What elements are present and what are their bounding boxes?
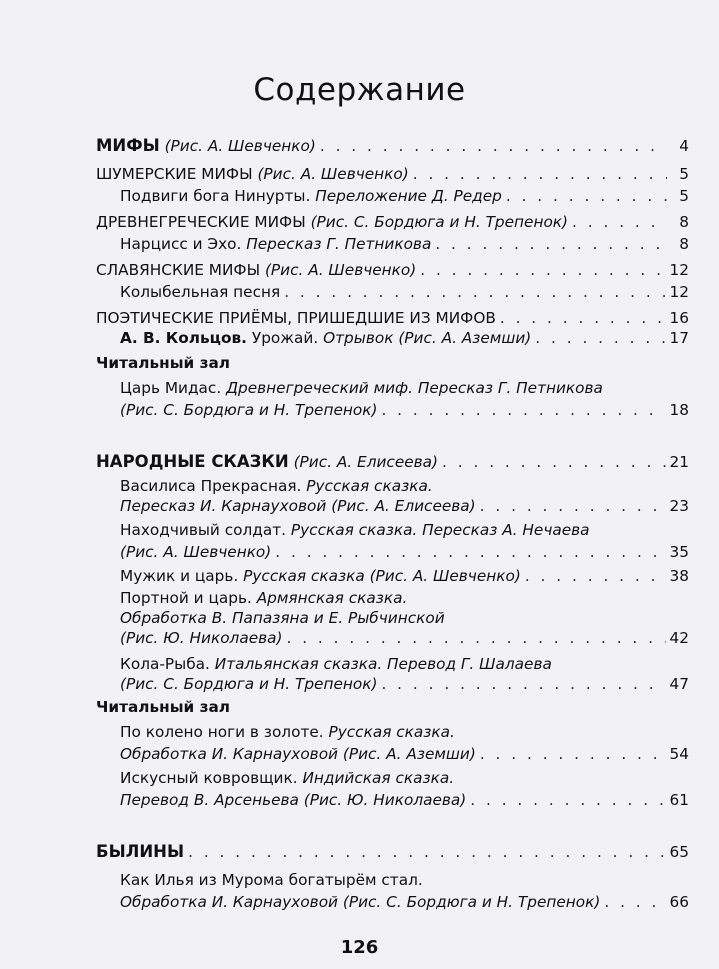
entry-credit: Отрывок bbox=[323, 329, 394, 347]
entry-title: Портной и царь. bbox=[120, 589, 252, 607]
toc-entry-portnoy-credit: Обработка В. Папазяна и Е. Рыбчинской bbox=[120, 609, 445, 627]
page-number: 126 bbox=[340, 937, 379, 958]
entry-title: СЛАВЯНСКИЕ МИФЫ bbox=[96, 261, 261, 279]
toc-entry-myths bbox=[96, 136, 689, 156]
entry-credit: Пересказ Г. Петникова bbox=[246, 235, 432, 253]
toc-entry-narcissus bbox=[120, 234, 689, 254]
entry-credit: Древнегреческий миф. Пересказ Г. Петникова bbox=[226, 379, 603, 397]
entry-credit: Русская сказка bbox=[243, 567, 365, 585]
page-ref: 8 bbox=[679, 213, 689, 231]
toc-entry-lullaby bbox=[120, 282, 689, 302]
toc-entry-koltsov bbox=[120, 328, 689, 348]
page-ref: 38 bbox=[669, 567, 689, 585]
leader-dots bbox=[320, 136, 667, 156]
entry-title: Василиса Прекрасная. bbox=[120, 477, 302, 495]
page-ref: 5 bbox=[679, 187, 689, 205]
leader-dots bbox=[500, 308, 666, 328]
entry-illustrator: (Рис. С. Бордюга и Н. Трепенок) bbox=[120, 675, 378, 693]
leader-dots bbox=[572, 212, 667, 232]
entry-credit: Обработка И. Карнауховой bbox=[120, 745, 339, 763]
leader-dots bbox=[413, 164, 667, 184]
toc-entry-ilya: Как Илья из Мурома богатырём стал. bbox=[120, 871, 423, 889]
toc-entry-portnoy-cont bbox=[120, 628, 689, 648]
page-ref: 17 bbox=[669, 329, 689, 347]
leader-dots bbox=[442, 452, 666, 472]
entry-illustrator: (Рис. Ю. Николаева) bbox=[120, 629, 283, 647]
toc-entry-slavic bbox=[96, 260, 689, 280]
entry-credit: Русская сказка. Пересказ А. Нечаева bbox=[290, 521, 590, 539]
toc-entry-kola-cont bbox=[120, 674, 689, 694]
page-ref: 66 bbox=[669, 893, 689, 911]
leader-dots bbox=[480, 496, 666, 516]
leader-dots bbox=[188, 842, 665, 862]
entry-title: Находчивый солдат. bbox=[120, 521, 287, 539]
toc-entry-soldier bbox=[120, 520, 689, 540]
toc-entry-muzhik bbox=[120, 566, 689, 586]
entry-title: Кола-Рыба. bbox=[120, 655, 210, 673]
entry-illustrator: (Рис. А. Аземши) bbox=[342, 745, 476, 763]
toc-entry-byliny bbox=[96, 842, 689, 862]
entry-illustrator: (Рис. А. Шевченко) bbox=[120, 543, 272, 561]
toc-entry-portnoy bbox=[120, 588, 689, 608]
leader-dots bbox=[420, 260, 665, 280]
entry-title: ШУМЕРСКИЕ МИФЫ bbox=[96, 165, 253, 183]
entry-credit: (Рис. А. Елисеева) bbox=[293, 453, 439, 471]
entry-title: Колыбельная песня bbox=[120, 283, 281, 301]
leader-dots bbox=[286, 628, 665, 648]
entry-credit: (Рис. А. Шевченко) bbox=[164, 137, 316, 155]
leader-dots bbox=[506, 186, 667, 206]
toc-entry-midas bbox=[120, 378, 689, 398]
entry-title: ПОЭТИЧЕСКИЕ ПРИЁМЫ, ПРИШЕДШИЕ ИЗ МИФОВ bbox=[96, 309, 496, 327]
entry-genre: Индийская сказка. bbox=[302, 769, 455, 787]
entry-genre: Русская сказка. bbox=[306, 477, 433, 495]
entry-credit: (Рис. А. Шевченко) bbox=[264, 261, 417, 279]
entry-genre: Армянская сказка. bbox=[256, 589, 408, 607]
toc-entry-ninurta bbox=[120, 186, 689, 206]
entry-title: Нарцисс и Эхо. bbox=[120, 235, 242, 253]
entry-illustrator: (Рис. С. Бордюга и Н. Трепенок) bbox=[342, 893, 601, 911]
toc-entry-sumer bbox=[96, 164, 689, 184]
entry-credit: Перевод В. Арсеньева bbox=[120, 791, 299, 809]
toc-entry-midas-cont bbox=[120, 400, 689, 420]
entry-credit: Пересказ И. Карнауховой bbox=[120, 497, 327, 515]
leader-dots bbox=[604, 892, 665, 912]
page-ref: 23 bbox=[669, 497, 689, 515]
entry-credit: Обработка И. Карнауховой bbox=[120, 893, 339, 911]
page-ref: 54 bbox=[669, 745, 689, 763]
toc-entry-vasilisa-cont bbox=[120, 496, 689, 516]
page-ref: 18 bbox=[669, 401, 689, 419]
entry-illustrator: (Рис. А. Аземши) bbox=[398, 329, 532, 347]
leader-dots bbox=[435, 234, 667, 254]
entry-credit: Итальянская сказка. Перевод Г. Шалаева bbox=[214, 655, 552, 673]
page-ref: 65 bbox=[669, 843, 689, 861]
entry-title: НАРОДНЫЕ СКАЗКИ bbox=[96, 452, 289, 471]
entry-genre: Русская сказка. bbox=[328, 723, 455, 741]
page-ref: 12 bbox=[669, 261, 689, 279]
entry-credit: (Рис. С. Бордюга и Н. Трепенок) bbox=[310, 213, 569, 231]
toc-entry-kola bbox=[120, 654, 689, 674]
leader-dots bbox=[381, 400, 665, 420]
page-ref: 21 bbox=[669, 453, 689, 471]
entry-author: А. В. Кольцов. bbox=[120, 329, 247, 347]
entry-illustrator: (Рис. Ю. Николаева) bbox=[303, 791, 467, 809]
entry-title: Урожай. bbox=[251, 329, 319, 347]
entry-illustrator: (Рис. А. Елисеева) bbox=[331, 497, 476, 515]
entry-illustrator: (Рис. С. Бордюга и Н. Трепенок) bbox=[120, 401, 378, 419]
toc-entry-poetic bbox=[96, 308, 689, 328]
toc-entry-ilya-cont bbox=[120, 892, 689, 912]
leader-dots bbox=[381, 674, 665, 694]
toc-entry-soldier-cont bbox=[120, 542, 689, 562]
leader-dots bbox=[480, 744, 666, 764]
page-ref: 4 bbox=[679, 137, 689, 155]
entry-credit: Переложение Д. Редер bbox=[315, 187, 502, 205]
leader-dots bbox=[284, 282, 665, 302]
entry-title: Царь Мидас. bbox=[120, 379, 222, 397]
page-ref: 16 bbox=[669, 309, 689, 327]
section-reading-hall: Читальный зал bbox=[96, 354, 231, 372]
toc-entry-knee-cont bbox=[120, 744, 689, 764]
page-ref: 35 bbox=[669, 543, 689, 561]
leader-dots bbox=[275, 542, 665, 562]
toc-entry-weaver-cont bbox=[120, 790, 689, 810]
toc-entry-knee bbox=[120, 722, 689, 742]
entry-title: МИФЫ bbox=[96, 136, 160, 155]
page-ref: 42 bbox=[669, 629, 689, 647]
entry-title: Мужик и царь. bbox=[120, 567, 239, 585]
page-ref: 8 bbox=[679, 235, 689, 253]
entry-title: По колено ноги в золоте. bbox=[120, 723, 324, 741]
entry-title: ДРЕВНЕГРЕЧЕСКИЕ МИФЫ bbox=[96, 213, 306, 231]
page-title: Содержание bbox=[253, 72, 466, 108]
toc-entry-folk bbox=[96, 452, 689, 472]
page-ref: 5 bbox=[679, 165, 689, 183]
leader-dots bbox=[470, 790, 665, 810]
section-reading-hall-2: Читальный зал bbox=[96, 698, 231, 716]
page-ref: 12 bbox=[669, 283, 689, 301]
entry-title: Подвиги бога Нинурты. bbox=[120, 187, 311, 205]
leader-dots bbox=[535, 328, 665, 348]
toc-entry-weaver bbox=[120, 768, 689, 788]
entry-illustrator: (Рис. А. Шевченко) bbox=[369, 567, 521, 585]
toc-entry-vasilisa bbox=[120, 476, 689, 496]
entry-credit: (Рис. А. Шевченко) bbox=[257, 165, 409, 183]
page-ref: 61 bbox=[669, 791, 689, 809]
page-ref: 47 bbox=[669, 675, 689, 693]
entry-title: Искусный ковровщик. bbox=[120, 769, 298, 787]
toc-entry-greek bbox=[96, 212, 689, 232]
entry-title: БЫЛИНЫ bbox=[96, 842, 185, 861]
leader-dots bbox=[525, 566, 666, 586]
